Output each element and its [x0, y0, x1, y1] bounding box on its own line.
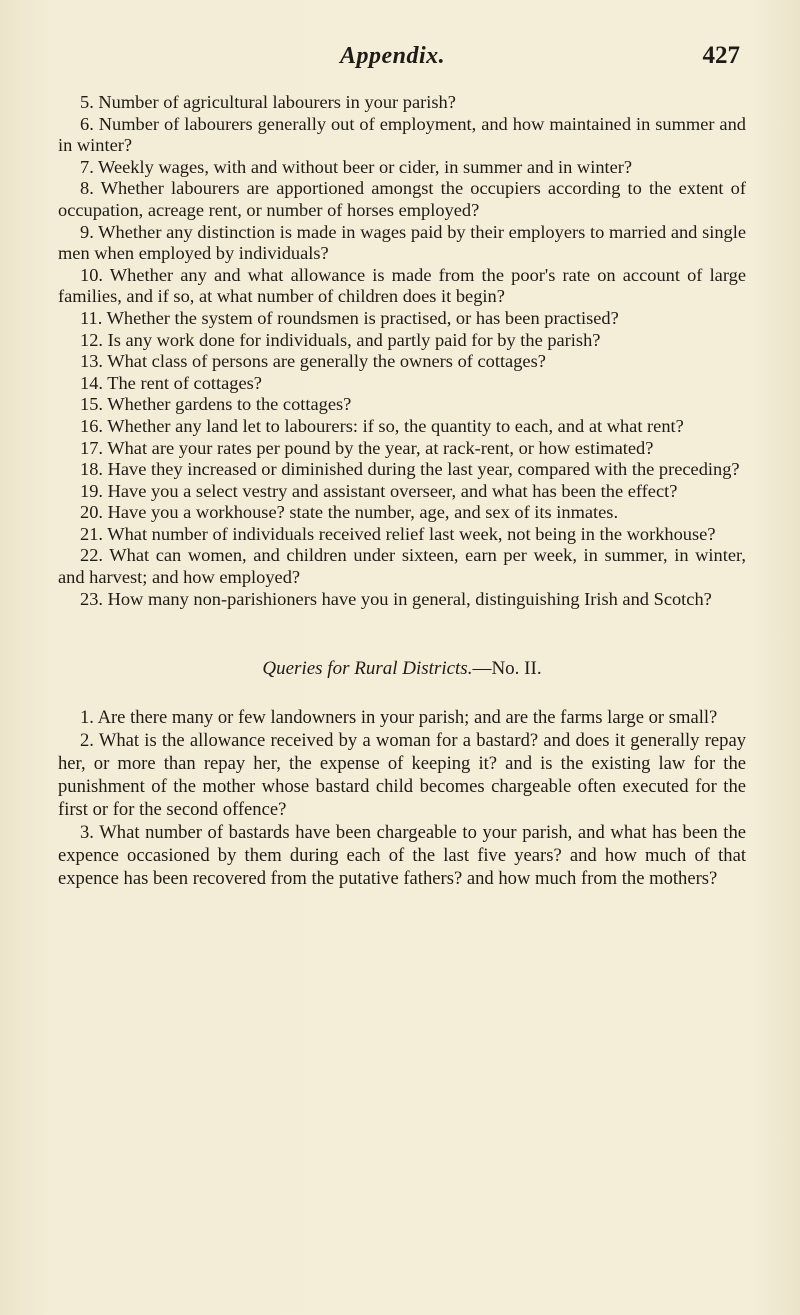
page-header [340, 42, 740, 70]
query-item: 16. Whether any land let to labourers: if so, the quantity to each, and at what rent? [80, 415, 684, 436]
running-title: Appendix. [340, 43, 446, 69]
query-item: 11. Whether the system of roundsmen is practised, or has been practised? [80, 307, 619, 328]
query-item: 3. What number of bastards have been chargeable to your parish, and what has been the expence occasioned by them during each of the last five years? and how much of that expence has been recovered from the putative fathers? and how much from the mothers? [58, 821, 746, 889]
section-title-number: —No. II. [472, 658, 542, 680]
query-item: 14. The rent of cottages? [80, 372, 262, 393]
query-item: 20. Have you a workhouse? state the number, age, and sex of its inmates. [80, 502, 619, 523]
query-item: 17. What are your rates per pound by the year, at rack-rent, or how estimated? [80, 437, 654, 458]
query-item: 19. Have you a select vestry and assistant overseer, and what has been the effect? [80, 480, 678, 501]
query-item: 23. How many non-parishioners have you in general, distinguishing Irish and Scotch? [80, 588, 712, 609]
query-item: 5. Number of agricultural labourers in your parish? [80, 92, 456, 112]
section-two-queries [58, 706, 746, 890]
section-title-italic: Queries for Rural Districts. [262, 658, 473, 680]
query-item: 18. Have they increased or diminished during the last year, compared with the preceding? [80, 459, 740, 480]
query-item: 12. Is any work done for individuals, and partly paid for by the parish? [80, 329, 601, 350]
query-item: 15. Whether gardens to the cottages? [80, 394, 352, 415]
query-item: 2. What is the allowance received by a woman for a bastard? and does it generally repay her, or more than repay her, the expense of keeping it? and is the existing law for the punishment of the mother whose bastard child becomes chargeable often executed for the first or for the second offence? [58, 729, 746, 820]
query-item: 21. What number of individuals received relief last week, not being in the workhouse? [80, 523, 716, 544]
query-item: 6. Number of labourers generally out of employment, and how maintained in summer and in winter? [58, 113, 746, 156]
query-item: 13. What class of persons are generally the owners of cottages? [80, 351, 546, 372]
query-item: 8. Whether labourers are apportioned amongst the occupiers according to the extent of occupation, acreage rent, or number of horses employed? [58, 178, 746, 220]
page-number: 427 [702, 42, 740, 69]
page-body [58, 92, 746, 890]
query-item: 9. Whether any distinction is made in wages paid by their employers to married and single men when employed by individuals? [58, 221, 746, 264]
query-item: 7. Weekly wages, with and without beer or cider, in summer and in winter? [80, 156, 633, 177]
query-item: 1. Are there many or few landowners in your parish; and are the farms large or small? [80, 706, 718, 728]
query-item: 10. Whether any and what allowance is made from the poor's rate on account of large families, and if so, at what number of children does it begin? [58, 264, 746, 307]
section-title [58, 658, 746, 680]
query-item: 22. What can women, and children under sixteen, earn per week, in summer, in winter, and harvest; and how employed? [58, 545, 746, 588]
